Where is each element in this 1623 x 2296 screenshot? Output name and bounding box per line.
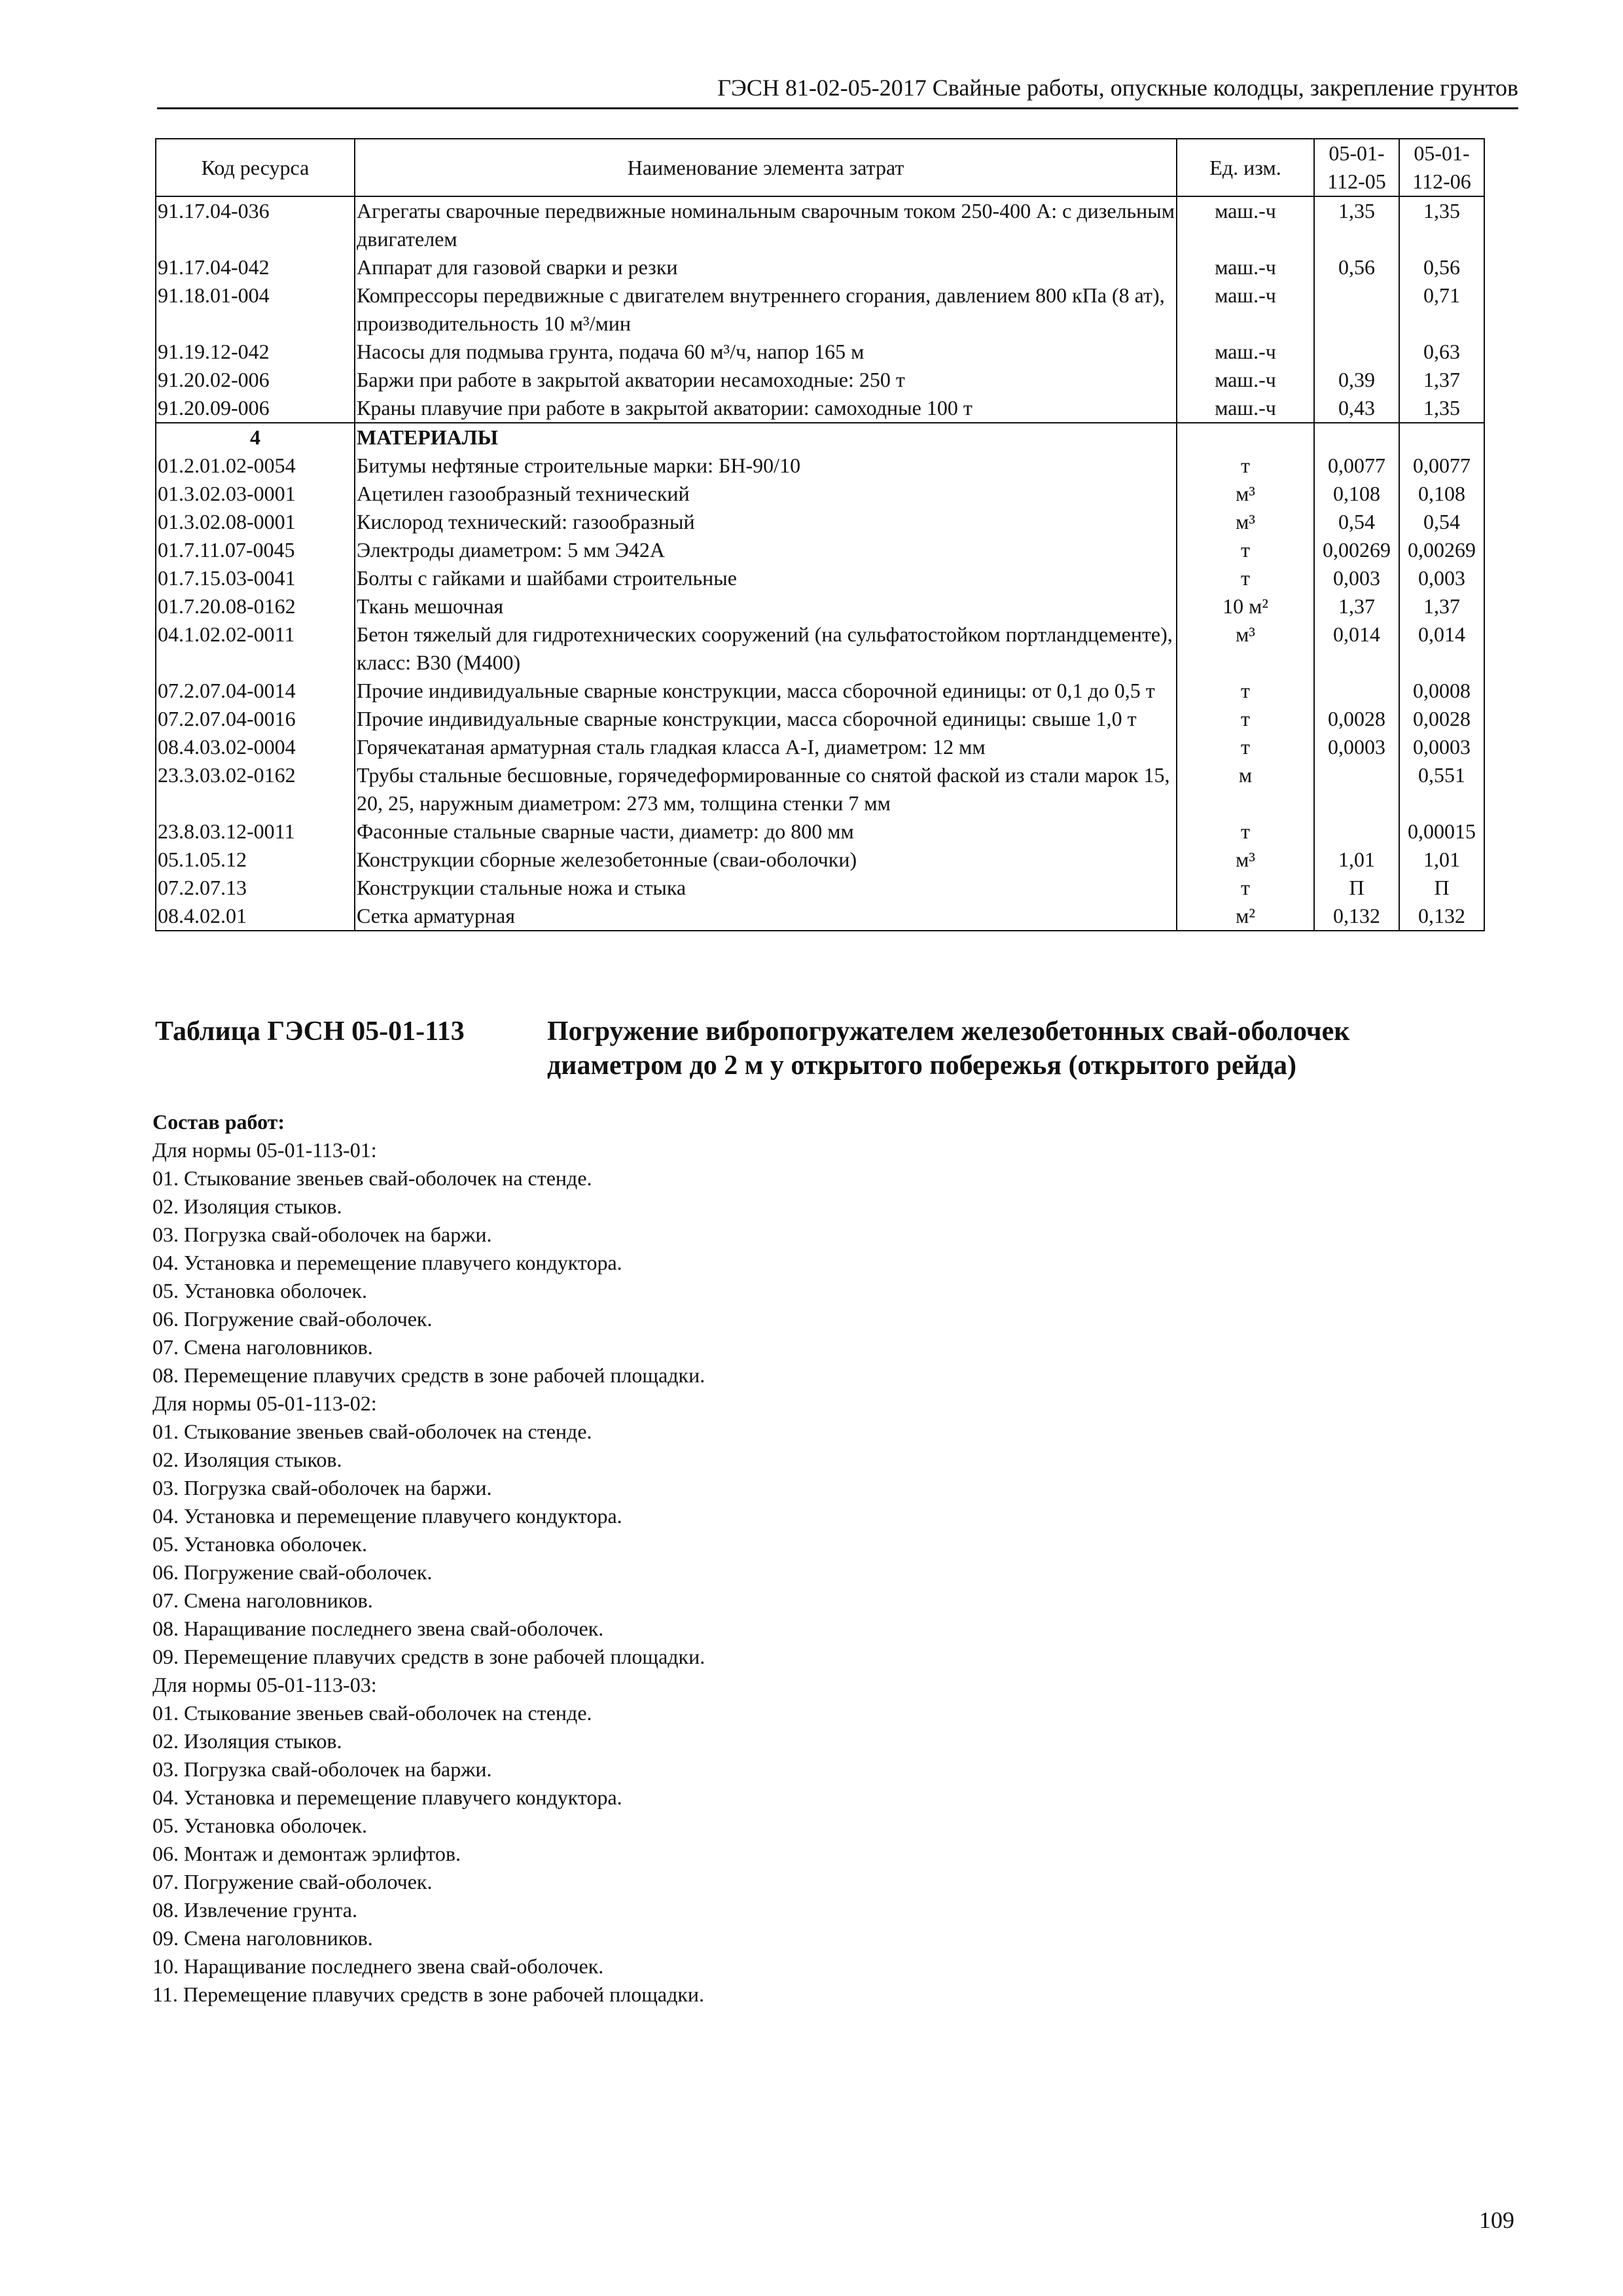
cell-unit: маш.-ч (1177, 196, 1314, 253)
cell-norm-06: П (1399, 874, 1484, 902)
work-line: 04. Установка и перемещение плавучего кондуктора. (152, 1504, 622, 1528)
cell-norm-06: 0,54 (1399, 508, 1484, 536)
cell-norm-06: 0,71 (1399, 281, 1484, 338)
work-line: 09. Перемещение плавучих средств в зоне рабочей площадки. (152, 1645, 705, 1668)
cell-unit: м³ (1177, 846, 1314, 874)
work-line: Для нормы 05-01-113-02: (152, 1391, 377, 1415)
resource-table (155, 138, 1485, 931)
cell-norm-06: 0,551 (1399, 761, 1484, 817)
table-row (156, 846, 1484, 874)
cell-norm-06: 0,0077 (1399, 452, 1484, 480)
cell-code: 08.4.02.01 (156, 902, 355, 931)
cell-name: Агрегаты сварочные передвижные номинальным сварочным током 250-400 А: с дизельным двигателем (355, 196, 1177, 253)
work-line: 01. Стыкование звеньев свай-оболочек на стенде. (152, 1701, 592, 1725)
cell-norm-06: 1,35 (1399, 394, 1484, 423)
cell-unit: т (1177, 677, 1314, 705)
cell-norm-05: 0,54 (1314, 508, 1399, 536)
empty-cell (1314, 423, 1399, 452)
cell-norm-06: 0,00015 (1399, 817, 1484, 846)
cell-name: Компрессоры передвижные с двигателем внутреннего сгорания, давлением 800 кПа (8 ат), производительность 10 м³/мин (355, 281, 1177, 338)
work-line: 02. Изоляция стыков. (152, 1729, 342, 1753)
work-line: 08. Наращивание последнего звена свай-оболочек. (152, 1617, 604, 1640)
work-line: 05. Установка оболочек. (152, 1279, 367, 1302)
cell-unit: т (1177, 536, 1314, 564)
work-line: 01. Стыкование звеньев свай-оболочек на стенде. (152, 1166, 592, 1190)
cell-name: Фасонные стальные сварные части, диаметр: до 800 мм (355, 817, 1177, 846)
table-row (156, 564, 1484, 592)
table-row (156, 281, 1484, 338)
work-line: 07. Смена наголовников. (152, 1588, 373, 1612)
cell-norm-05: 0,132 (1314, 902, 1399, 931)
cell-unit: м (1177, 761, 1314, 817)
table-row (156, 733, 1484, 761)
cell-name: Сетка арматурная (355, 902, 1177, 931)
work-line: 07. Смена наголовников. (152, 1335, 373, 1359)
materials-body (156, 423, 1484, 931)
col-header-unit: Ед. изм. (1177, 139, 1314, 196)
cell-code: 23.3.03.02-0162 (156, 761, 355, 817)
cell-norm-06: 0,00269 (1399, 536, 1484, 564)
cell-name: Краны плавучие при работе в закрытой акватории: самоходные 100 т (355, 394, 1177, 423)
work-line: 08. Перемещение плавучих средств в зоне рабочей площадки. (152, 1363, 705, 1387)
cell-unit: м³ (1177, 508, 1314, 536)
table-row (156, 761, 1484, 817)
cell-code: 91.18.01-004 (156, 281, 355, 338)
section-row (156, 423, 1484, 452)
cell-norm-05: 0,39 (1314, 366, 1399, 394)
work-line: 03. Погрузка свай-оболочек на баржи. (152, 1757, 492, 1781)
cell-unit: т (1177, 874, 1314, 902)
page-number: 109 (1479, 2207, 1514, 2233)
cell-name: Конструкции сборные железобетонные (сваи-оболочки) (355, 846, 1177, 874)
table-row (156, 677, 1484, 705)
cell-code: 91.17.04-036 (156, 196, 355, 253)
cell-norm-05: 1,37 (1314, 592, 1399, 620)
cell-norm-05: 0,0003 (1314, 733, 1399, 761)
work-line: 06. Монтаж и демонтаж эрлифтов. (152, 1842, 461, 1865)
work-line: 07. Погружение свай-оболочек. (152, 1870, 433, 1893)
work-line: Для нормы 05-01-113-01: (152, 1138, 377, 1162)
cell-norm-06: 0,132 (1399, 902, 1484, 931)
cell-code: 04.1.02.02-0011 (156, 620, 355, 677)
col-header-norm-05: 05-01-112-05 (1314, 139, 1399, 196)
cell-norm-06: 1,37 (1399, 592, 1484, 620)
cell-norm-05: 1,01 (1314, 846, 1399, 874)
cell-name: Горячекатаная арматурная сталь гладкая класса А-I, диаметром: 12 мм (355, 733, 1177, 761)
cell-unit: маш.-ч (1177, 253, 1314, 281)
cell-unit: т (1177, 733, 1314, 761)
table-row (156, 902, 1484, 931)
table-row (156, 705, 1484, 733)
cell-norm-05: 0,014 (1314, 620, 1399, 677)
cell-unit: т (1177, 705, 1314, 733)
table-row (156, 592, 1484, 620)
work-line: Для нормы 05-01-113-03: (152, 1673, 377, 1696)
cell-norm-06: 1,35 (1399, 196, 1484, 253)
section-title: МАТЕРИАЛЫ (355, 423, 1177, 452)
cell-code: 23.8.03.12-0011 (156, 817, 355, 846)
cell-norm-05: 0,0077 (1314, 452, 1399, 480)
cell-norm-05: 0,108 (1314, 480, 1399, 508)
cell-unit: маш.-ч (1177, 281, 1314, 338)
work-line: 05. Установка оболочек. (152, 1532, 367, 1556)
cell-name: Прочие индивидуальные сварные конструкции, масса сборочной единицы: от 0,1 до 0,5 т (355, 677, 1177, 705)
col-header-code: Код ресурса (156, 139, 355, 196)
table-row (156, 480, 1484, 508)
cell-norm-05 (1314, 281, 1399, 338)
cell-unit: маш.-ч (1177, 394, 1314, 423)
cell-name: Аппарат для газовой сварки и резки (355, 253, 1177, 281)
header-rule (157, 107, 1518, 109)
cell-name: Ацетилен газообразный технический (355, 480, 1177, 508)
work-line: 11. Перемещение плавучих средств в зоне рабочей площадки. (152, 1982, 705, 2006)
cell-norm-05 (1314, 338, 1399, 366)
col-header-norm-06: 05-01-112-06 (1399, 139, 1484, 196)
cell-name: Битумы нефтяные строительные марки: БН-90/10 (355, 452, 1177, 480)
cell-norm-06: 0,014 (1399, 620, 1484, 677)
cell-norm-06: 0,108 (1399, 480, 1484, 508)
section-number: 4 (156, 423, 355, 452)
work-line: 02. Изоляция стыков. (152, 1448, 342, 1471)
cell-norm-05 (1314, 761, 1399, 817)
cell-name: Электроды диаметром: 5 мм Э42А (355, 536, 1177, 564)
table-row (156, 874, 1484, 902)
cell-code: 01.3.02.03-0001 (156, 480, 355, 508)
cell-norm-05: П (1314, 874, 1399, 902)
cell-name: Трубы стальные бесшовные, горячедеформированные со снятой фаской из стали марок 15, 20, 25, наружным диаметром: 273 мм, толщина стенки 7 мм (355, 761, 1177, 817)
cell-code: 05.1.05.12 (156, 846, 355, 874)
cell-unit: м² (1177, 902, 1314, 931)
cell-norm-06: 0,003 (1399, 564, 1484, 592)
cell-name: Ткань мешочная (355, 592, 1177, 620)
work-line: 03. Погрузка свай-оболочек на баржи. (152, 1223, 492, 1246)
cell-code: 01.7.15.03-0041 (156, 564, 355, 592)
cell-norm-06: 0,0003 (1399, 733, 1484, 761)
cell-norm-05: 0,0028 (1314, 705, 1399, 733)
table-row (156, 196, 1484, 253)
cell-unit: 10 м² (1177, 592, 1314, 620)
cell-name: Баржи при работе в закрытой акватории несамоходные: 250 т (355, 366, 1177, 394)
work-line: 04. Установка и перемещение плавучего кондуктора. (152, 1785, 622, 1809)
cell-code: 01.7.11.07-0045 (156, 536, 355, 564)
work-line: 04. Установка и перемещение плавучего кондуктора. (152, 1251, 622, 1274)
cell-norm-05: 0,003 (1314, 564, 1399, 592)
table-row (156, 508, 1484, 536)
cell-name: Кислород технический: газообразный (355, 508, 1177, 536)
table-label: Таблица ГЭСН 05-01-113 (155, 1016, 465, 1047)
work-line: 08. Извлечение грунта. (152, 1898, 357, 1922)
cell-unit: м³ (1177, 480, 1314, 508)
cell-code: 07.2.07.04-0016 (156, 705, 355, 733)
cell-code: 01.2.01.02-0054 (156, 452, 355, 480)
work-line: 09. Смена наголовников. (152, 1926, 373, 1950)
cell-code: 91.17.04-042 (156, 253, 355, 281)
table-row (156, 817, 1484, 846)
cell-unit: маш.-ч (1177, 338, 1314, 366)
work-line: 03. Погрузка свай-оболочек на баржи. (152, 1476, 492, 1499)
cell-norm-06: 0,63 (1399, 338, 1484, 366)
table-row (156, 366, 1484, 394)
cell-code: 91.20.02-006 (156, 366, 355, 394)
cell-norm-06: 0,0008 (1399, 677, 1484, 705)
work-composition-list (152, 1136, 1461, 2009)
work-line: 10. Наращивание последнего звена свай-оболочек. (152, 1954, 604, 1978)
cell-name: Прочие индивидуальные сварные конструкции, масса сборочной единицы: свыше 1,0 т (355, 705, 1177, 733)
cell-norm-05 (1314, 677, 1399, 705)
cell-name: Конструкции стальные ножа и стыка (355, 874, 1177, 902)
table-row (156, 338, 1484, 366)
cell-code: 91.19.12-042 (156, 338, 355, 366)
work-composition (152, 1108, 1461, 2009)
col-header-name: Наименование элемента затрат (355, 139, 1177, 196)
cell-name: Насосы для подмыва грунта, подача 60 м³/ч, напор 165 м (355, 338, 1177, 366)
cell-norm-05: 1,35 (1314, 196, 1399, 253)
cell-norm-06: 1,37 (1399, 366, 1484, 394)
table-row (156, 620, 1484, 677)
cell-code: 07.2.07.13 (156, 874, 355, 902)
work-composition-heading: Состав работ: (152, 1110, 285, 1134)
cell-norm-05: 0,00269 (1314, 536, 1399, 564)
cell-unit: маш.-ч (1177, 366, 1314, 394)
work-line: 06. Погружение свай-оболочек. (152, 1560, 433, 1584)
cell-norm-05: 0,43 (1314, 394, 1399, 423)
cell-code: 91.20.09-006 (156, 394, 355, 423)
machines-body (156, 196, 1484, 423)
table-title: Погружение вибропогружателем железобетонных свай-оболочек диаметром до 2 м у открытого побережья (открытого рейда) (547, 1016, 1350, 1081)
cell-norm-05: 0,56 (1314, 253, 1399, 281)
cell-unit: т (1177, 452, 1314, 480)
running-header: ГЭСН 81-02-05-2017 Свайные работы, опускные колодцы, закрепление грунтов (717, 75, 1518, 101)
table-row (156, 394, 1484, 423)
table-header-row (156, 139, 1484, 196)
work-line: 02. Изоляция стыков. (152, 1194, 342, 1218)
cell-code: 01.3.02.08-0001 (156, 508, 355, 536)
cell-unit: м³ (1177, 620, 1314, 677)
cell-unit: т (1177, 564, 1314, 592)
cell-code: 01.7.20.08-0162 (156, 592, 355, 620)
work-line: 01. Стыкование звеньев свай-оболочек на стенде. (152, 1420, 592, 1443)
cell-code: 08.4.03.02-0004 (156, 733, 355, 761)
work-line: 05. Установка оболочек. (152, 1814, 367, 1837)
empty-cell (1399, 423, 1484, 452)
cell-norm-06: 0,56 (1399, 253, 1484, 281)
work-line: 06. Погружение свай-оболочек. (152, 1307, 433, 1331)
cell-norm-06: 1,01 (1399, 846, 1484, 874)
cell-unit: т (1177, 817, 1314, 846)
table-row (156, 536, 1484, 564)
cell-name: Болты с гайками и шайбами строительные (355, 564, 1177, 592)
table-row (156, 452, 1484, 480)
cell-norm-06: 0,0028 (1399, 705, 1484, 733)
cell-norm-05 (1314, 817, 1399, 846)
empty-cell (1177, 423, 1314, 452)
cell-name: Бетон тяжелый для гидротехнических сооружений (на сульфатостойком портландцементе), класс: В30 (М400) (355, 620, 1177, 677)
cell-code: 07.2.07.04-0014 (156, 677, 355, 705)
table-row (156, 253, 1484, 281)
